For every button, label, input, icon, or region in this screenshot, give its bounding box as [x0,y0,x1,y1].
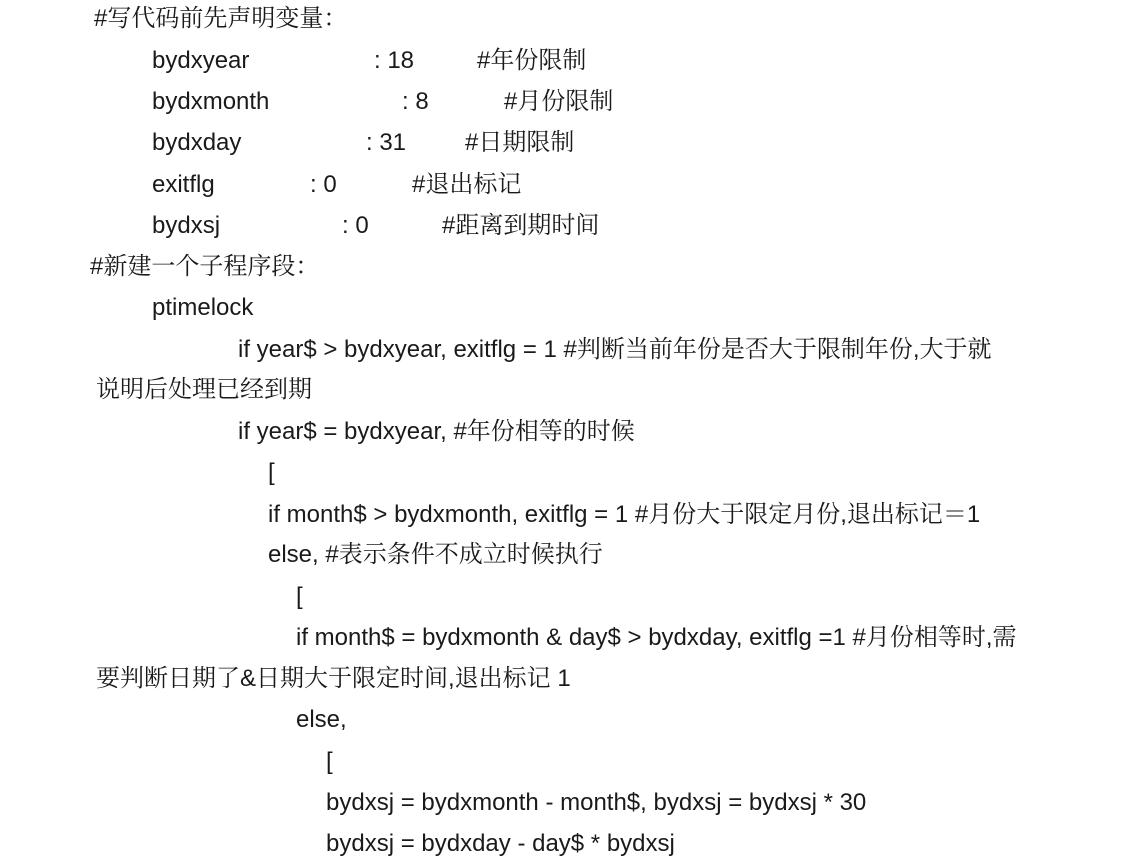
code-line: bydxsj = bydxday - day$ * bydxsj [326,830,675,857]
code-bracket: [ [268,459,275,486]
variable-value: : 31 [366,129,407,156]
code-line: else, #表示条件不成立时候执行 [268,541,603,568]
code-line: bydxsj = bydxmonth - month$, bydxsj = bydxsj * 30 [326,789,867,816]
heading-new-subprogram: #新建一个子程序段： [90,253,320,280]
variable-name: bydxday [152,129,242,156]
variable-name: bydxsj [152,212,221,239]
variable-name: exitflg [152,171,215,198]
variable-value: : 0 [310,171,337,198]
code-line-wrap: 要判断日期了&日期大于限定时间,退出标记 1 [96,665,571,692]
code-line: else, [296,706,347,733]
code-bracket: [ [296,583,303,610]
variable-comment: #日期限制 [465,129,575,156]
variable-comment: #月份限制 [504,88,614,115]
variable-value: : 18 [374,47,415,74]
code-bracket: [ [326,748,333,775]
variable-value: : 8 [402,88,429,115]
code-line: if month$ = bydxmonth & day$ > bydxday, exitflg =1 #月份相等时,需 [296,624,1017,651]
heading-declare-variables: #写代码前先声明变量： [94,5,348,32]
code-line: ptimelock [152,294,254,321]
variable-comment: #年份限制 [477,47,587,74]
code-line: if year$ = bydxyear, #年份相等的时候 [238,418,635,445]
variable-value: : 0 [342,212,369,239]
code-line: if month$ > bydxmonth, exitflg = 1 #月份大于限定月份,退出标记＝1 [268,501,981,528]
variable-name: bydxmonth [152,88,270,115]
variable-name: bydxyear [152,47,250,74]
code-line-wrap: 说明后处理已经到期 [96,376,312,403]
variable-comment: #距离到期时间 [442,212,600,239]
variable-comment: #退出标记 [412,171,522,198]
code-line: if year$ > bydxyear, exitflg = 1 #判断当前年份是否大于限制年份,大于就 [238,336,992,363]
